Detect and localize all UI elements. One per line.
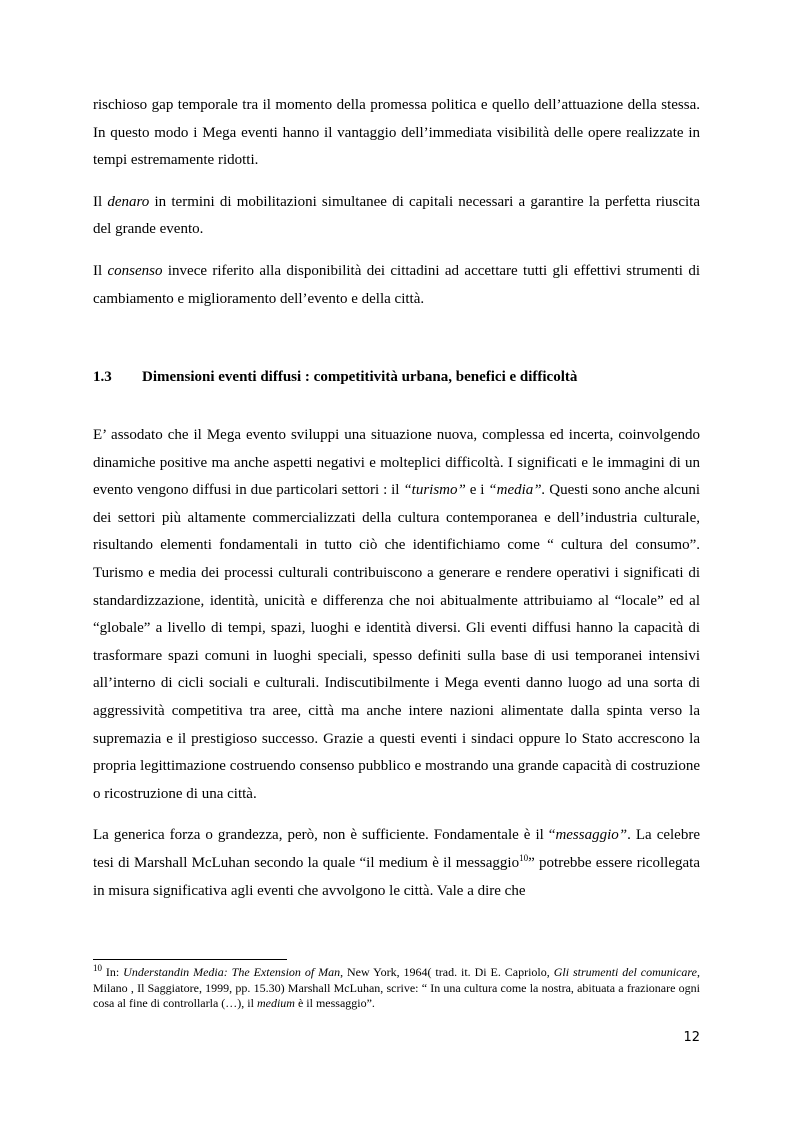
term-media: “media”. xyxy=(488,482,546,499)
section-heading xyxy=(93,369,700,386)
footnote-book-title: Understandin Media: The Extension of Man xyxy=(123,965,341,979)
footnote-separator xyxy=(93,959,287,960)
paragraph-messaggio: La generica forza o grandezza, però, non è sufficiente. Fondamentale è il “messaggio”. La celebre tesi di Marshall McLuhan secondo la quale “il medium è il messaggio$^{10}$” potrebbe essere ricollegata in misura significativa agli eventi che avvolgono le città. Vale a dire che xyxy=(93,827,700,899)
paragraph-continuation xyxy=(93,92,700,175)
footnote: $^{10}$ In: Understandin Media: The Extension of Man, New York, 1964( trad. it. Di E. Capriolo, Gli strumenti del comunicare, Milano , Il Saggiatore, 1999, pp. 15.30) Marshall McLuhan, scrive: “ In una cultura come la nostra, abituata a frazionare ogni cosa al fine di controllarla (…), il medium è il messaggio”. xyxy=(93,963,700,1011)
page-top-text xyxy=(93,92,700,313)
footnote-reference: 10 xyxy=(519,852,529,863)
paragraph-denaro: Il denaro in termini di mobilitazioni simultanee di capitali necessari a garantire la perfetta riuscita del grande evento. xyxy=(93,193,700,238)
paragraph-consenso: Il consenso invece riferito alla disponibilità dei cittadini ad accettare tutti gli effettivi strumenti di cambiamento e miglioramento dell’evento e della città. xyxy=(93,262,700,307)
term-consenso: consenso xyxy=(107,262,163,279)
section-body xyxy=(93,422,700,905)
page-number: 12 xyxy=(683,1030,700,1045)
term-turismo: “turismo” xyxy=(403,482,466,499)
footnote-term-medium: medium xyxy=(256,996,295,1011)
section-number: 1.3 xyxy=(93,369,112,385)
section-title: Dimensioni eventi diffusi : competitività urbana, benefici e difficoltà xyxy=(142,369,578,385)
footnote-translation-title: Gli strumenti del comunicare xyxy=(553,965,697,979)
term-denaro: denaro xyxy=(107,193,150,210)
footnote-mark: 10 xyxy=(93,963,102,973)
paragraph-text: rischioso gap temporale tra il momento della promessa politica e quello dell’attuazione della stessa. In questo modo i Mega eventi hanno il vantaggio dell’immediata visibilità delle opere realizzate in tempi estremamente ridotti. xyxy=(93,97,700,169)
term-messaggio: messaggio” xyxy=(555,827,628,844)
paragraph-mega-evento: E’ assodato che il Mega evento sviluppi una situazione nuova, complessa ed incerta, coinvolgendo dinamiche positive ma anche aspetti negativi e molteplici difficoltà. I significati e le immagini di un evento vengono diffusi in due particolari settori : il “turismo” e i “media”. Questi sono anche alcuni dei settori più altamente commercializzati della cultura contemporanea e dell’industria culturale, risultando elementi fondamentali in tutto ciò che identifichiamo come “ cultura del consumo”. Turismo e media dei processi culturali contribuiscono a generare e rendere operativi i significati di standardizzazione, identità, unicità e differenza che noi abitualmente attribuiamo al “locale” ed al “globale” a livello di tempi, spazi, luoghi e identità diversi. Gli eventi diffusi hanno la capacità di trasformare spazi comuni in luoghi speciali, spesso definiti sulla base di usi temporanei intensivi all’interno di cicli sociali e culturali. Indiscutibilmente i Mega eventi danno luogo ad una sorta di aggressività competitiva tra aree, città ma anche intere nazioni alimentate dalla spinta verso la supremazia e il prestigioso successo. Grazie a questi eventi i sindaci oppure lo Stato accrescono la propria legittimazione costruendo consenso pubblico e mostrando una grande capacità di costruzione o ricostruzione di una città. xyxy=(93,427,700,802)
